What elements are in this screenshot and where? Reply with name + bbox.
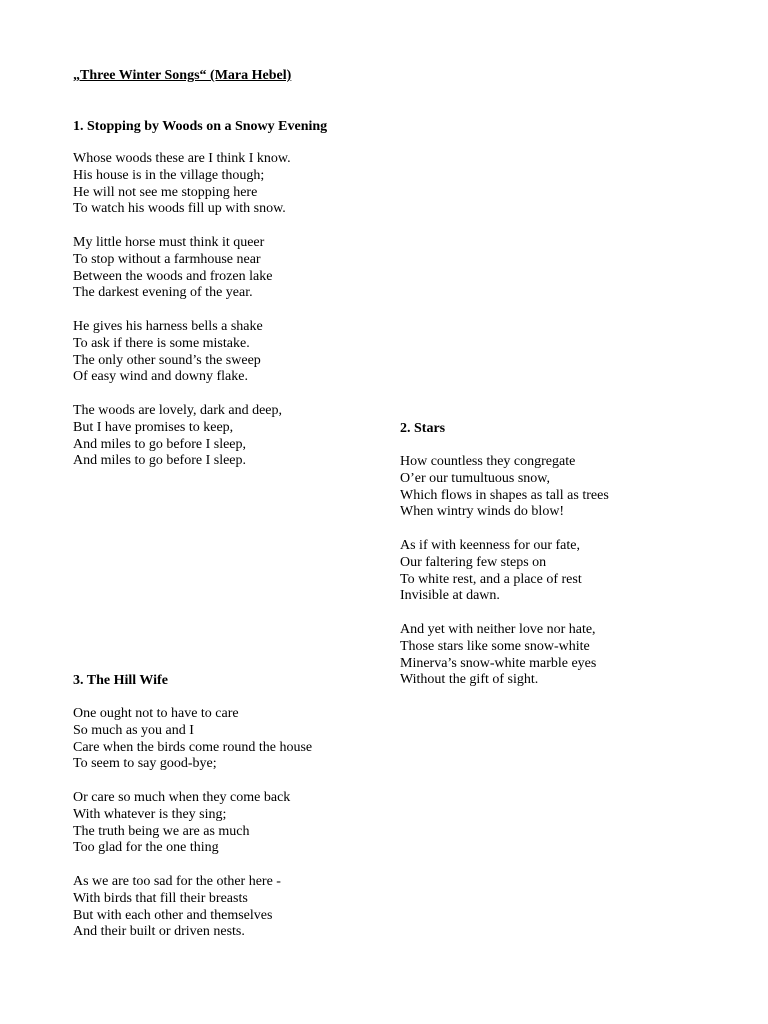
poem-line: Invisible at dawn. bbox=[400, 588, 500, 604]
stanza bbox=[73, 874, 281, 941]
poem-line: Without the gift of sight. bbox=[400, 672, 539, 688]
poem-line: And their built or driven nests. bbox=[73, 924, 245, 940]
page-title: „Three Winter Songs“ (Mara Hebel) bbox=[73, 68, 292, 83]
poem-line: Those stars like some snow-white bbox=[400, 638, 590, 654]
song-heading-stopping-by-woods: 1. Stopping by Woods on a Snowy Evening bbox=[73, 119, 328, 134]
stanza bbox=[73, 403, 282, 470]
poem-line: Whose woods these are I think I know. bbox=[73, 151, 291, 166]
poem-line: Or care so much when they come back bbox=[73, 790, 291, 805]
poem-line: And miles to go before I sleep, bbox=[73, 436, 247, 452]
poem-line: O’er our tumultuous snow, bbox=[400, 470, 550, 486]
poem-line: Which flows in shapes as tall as trees bbox=[400, 487, 609, 503]
poem-line: And yet with neither love nor hate, bbox=[400, 622, 596, 637]
poem-line: He gives his harness bells a shake bbox=[73, 319, 263, 334]
poem-line: Too glad for the one thing bbox=[73, 840, 219, 856]
poem-line: As if with keenness for our fate, bbox=[400, 538, 581, 553]
poem-line: As we are too sad for the other here - bbox=[73, 874, 281, 889]
stanza bbox=[73, 706, 312, 773]
poem-line: His house is in the village though; bbox=[73, 167, 265, 183]
poem-line: Care when the birds come round the house bbox=[73, 739, 313, 755]
stanza bbox=[73, 151, 291, 218]
poem-line: Minerva’s snow-white marble eyes bbox=[400, 655, 597, 671]
poem-line: Our faltering few steps on bbox=[400, 554, 547, 570]
poem-line: How countless they congregate bbox=[400, 454, 576, 469]
stanza bbox=[400, 622, 596, 689]
poem-line: But with each other and themselves bbox=[73, 907, 273, 923]
poem-line: With whatever is they sing; bbox=[73, 806, 227, 822]
poem-line: To ask if there is some mistake. bbox=[73, 335, 250, 351]
stanza bbox=[400, 454, 609, 521]
poem-line: To stop without a farmhouse near bbox=[73, 251, 261, 267]
stanza bbox=[400, 538, 582, 605]
poem-line: One ought not to have to care bbox=[73, 706, 239, 721]
stanza bbox=[73, 319, 263, 386]
poem-line: To watch his woods fill up with snow. bbox=[73, 201, 286, 217]
poem-line: The darkest evening of the year. bbox=[73, 285, 253, 301]
stanza bbox=[73, 790, 290, 857]
poem-line: The only other sound’s the sweep bbox=[73, 352, 261, 368]
poem-line: To white rest, and a place of rest bbox=[400, 571, 582, 587]
poem-line: When wintry winds do blow! bbox=[400, 504, 565, 520]
poem-line: So much as you and I bbox=[73, 722, 194, 738]
poem-line: Between the woods and frozen lake bbox=[73, 268, 273, 284]
poem-line: With birds that fill their breasts bbox=[73, 890, 248, 906]
poem-line: He will not see me stopping here bbox=[73, 184, 258, 200]
poem-line: But I have promises to keep, bbox=[73, 419, 234, 435]
poem-line: The woods are lovely, dark and deep, bbox=[73, 403, 283, 418]
poem-line: My little horse must think it queer bbox=[73, 235, 265, 250]
poem-line: Of easy wind and downy flake. bbox=[73, 369, 248, 385]
poem-line: The truth being we are as much bbox=[73, 823, 250, 839]
song-heading-the-hill-wife: 3. The Hill Wife bbox=[73, 673, 168, 688]
poem-line: And miles to go before I sleep. bbox=[73, 453, 247, 469]
poem-line: To seem to say good-bye; bbox=[73, 756, 217, 772]
song-heading-stars: 2. Stars bbox=[400, 421, 446, 436]
stanza bbox=[73, 235, 272, 302]
